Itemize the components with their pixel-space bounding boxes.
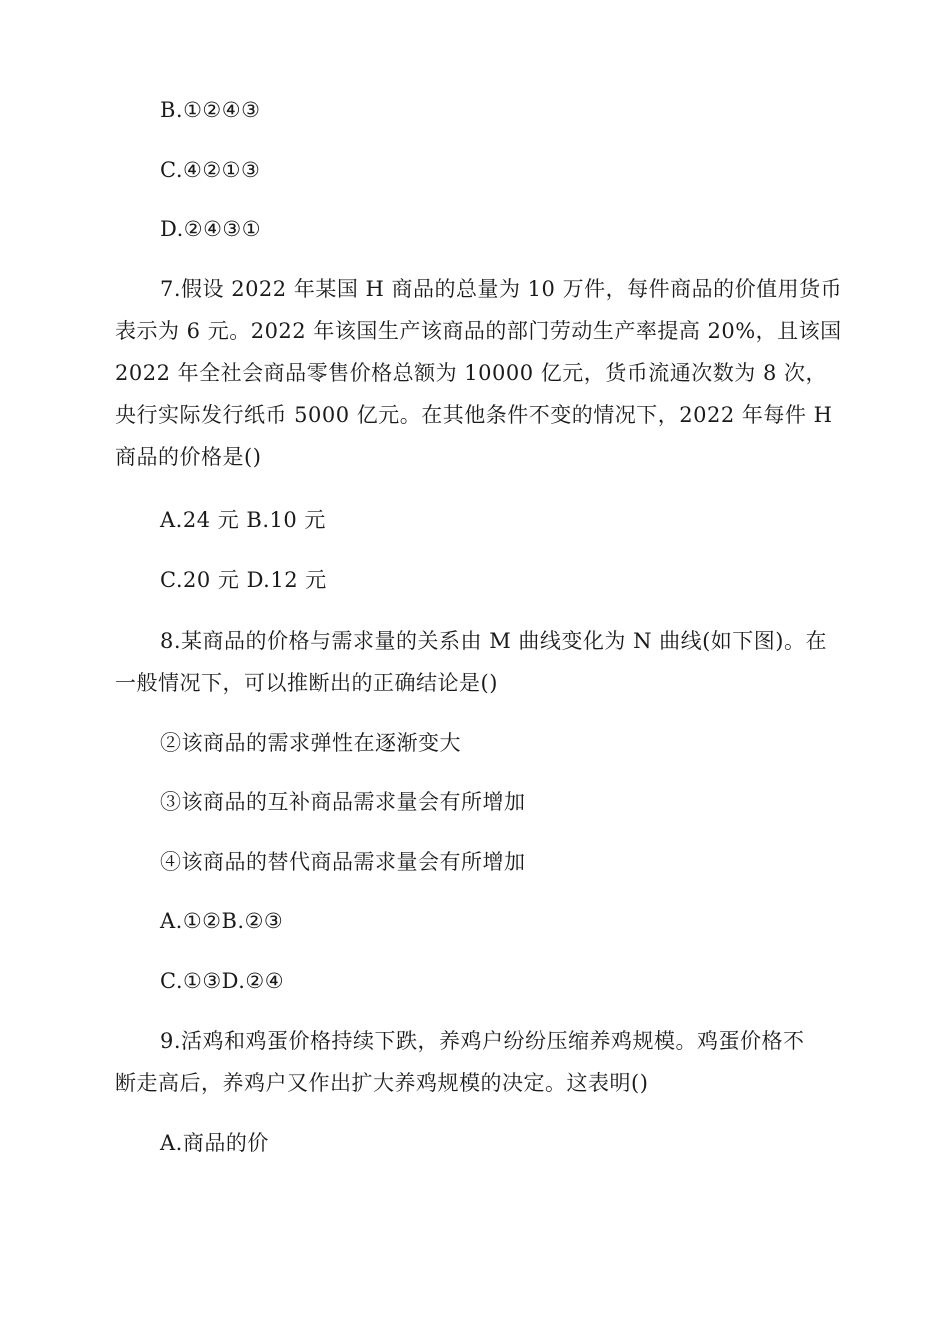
q8-stem-line-1: 8.某商品的价格与需求量的关系由 M 曲线变化为 N 曲线(如下图)。在 [160,629,827,653]
q7-options-cd: C.20 元 D.12 元 [160,568,327,592]
q8-options-ab: A.①②B.②③ [160,909,284,933]
q6-option-b: B.①②④③ [160,98,261,122]
q7-stem-line-5: 商品的价格是() [115,445,262,469]
q9-stem-line-1: 9.活鸡和鸡蛋价格持续下跌，养鸡户纷纷压缩养鸡规模。鸡蛋价格不 [160,1029,805,1053]
q8-statement-2: ②该商品的需求弹性在逐渐变大 [160,731,461,755]
q8-options-cd: C.①③D.②④ [160,969,285,993]
q7-stem-line-1: 7.假设 2022 年某国 H 商品的总量为 10 万件，每件商品的价值用货币 [160,277,843,301]
q8-statement-3: ③该商品的互补商品需求量会有所增加 [160,790,526,814]
q7-stem-line-2: 表示为 6 元。2022 年该国生产该商品的部门劳动生产率提高 20%，且该国 [115,319,842,343]
q8-statement-4: ④该商品的替代商品需求量会有所增加 [160,850,526,874]
q8-stem-line-2: 一般情况下，可以推断出的正确结论是() [115,671,498,695]
q6-option-c: C.④②①③ [160,158,261,182]
q9-stem-line-2: 断走高后，养鸡户又作出扩大养鸡规模的决定。这表明() [115,1071,649,1095]
q9-option-a: A.商品的价 [160,1131,269,1155]
q7-options-ab: A.24 元 B.10 元 [160,508,326,532]
q6-option-d: D.②④③① [160,217,262,241]
q7-stem-line-4: 央行实际发行纸币 5000 亿元。在其他条件不变的情况下，2022 年每件 H [115,403,833,427]
q7-stem-line-3: 2022 年全社会商品零售价格总额为 10000 亿元，货币流通次数为 8 次， [115,361,827,385]
